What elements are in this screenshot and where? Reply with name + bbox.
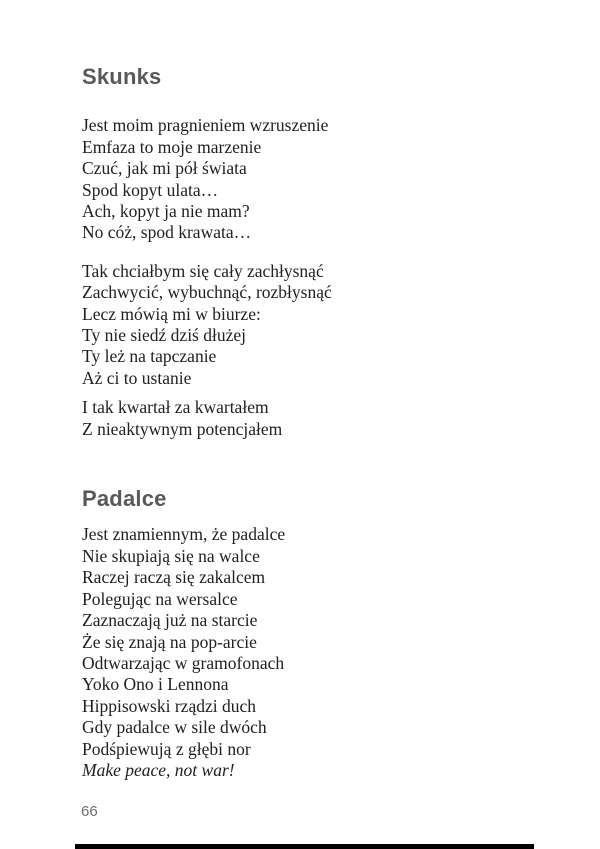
page-number: 66	[81, 803, 98, 820]
page-content	[82, 64, 552, 781]
poem-line: Jest znamiennym, że padalce	[82, 524, 286, 545]
poem-line: Ach, kopyt ja nie mam?	[82, 201, 250, 222]
poem-title: Skunks	[82, 64, 162, 89]
poem-line: Tak chciałbym się cały zachłysnąć	[82, 260, 324, 281]
poem-line: No cóż, spod krawata…	[82, 222, 252, 243]
poem-line: I tak kwartał za kwartałem	[82, 397, 269, 418]
poem-line: Emfaza to moje marzenie	[82, 136, 262, 157]
poem-line: Ty nie siedź dziś dłużej	[82, 325, 247, 346]
poem-line: Zachwycić, wybuchnąć, rozbłysnąć	[82, 282, 332, 303]
stanza	[82, 524, 552, 781]
stanza	[82, 261, 552, 389]
poem-line: Hippisowski rządzi duch	[82, 695, 256, 716]
poem-title: Padalce	[82, 486, 167, 512]
poem-line: Lecz mówią mi w biurze:	[82, 303, 261, 324]
poem-line: Zaznaczają już na starcie	[82, 610, 258, 631]
poem-line: Odtwarzając w gramofonach	[82, 652, 285, 673]
poem-line: Czuć, jak mi pół świata	[82, 158, 247, 179]
poem-line: Jest moim pragnieniem wzruszenie	[82, 115, 329, 136]
poem-skunks	[82, 64, 552, 440]
poem-padalce	[82, 486, 552, 781]
footer-bar	[75, 844, 534, 849]
poem-line: Ty leż na tapczanie	[82, 346, 217, 367]
stanza	[82, 397, 552, 440]
poem-line: Yoko Ono i Lennona	[82, 674, 229, 695]
poem-line: Polegując na wersalce	[82, 588, 238, 609]
poem-line: Spod kopyt ulata…	[82, 179, 219, 200]
poem-line: Że się znają na pop-arcie	[82, 631, 257, 652]
poem-line-italic: Make peace, not war!	[82, 759, 235, 780]
poem-line: Z nieaktywnym potencjałem	[82, 418, 283, 439]
poem-line: Raczej raczą się zakalcem	[82, 567, 266, 588]
poem-line: Aż ci to ustanie	[82, 367, 192, 388]
poem-line: Gdy padalce w sile dwóch	[82, 717, 267, 738]
poem-line: Podśpiewują z głębi nor	[82, 738, 251, 759]
poem-line: Nie skupiają się na walce	[82, 545, 260, 566]
stanza	[82, 115, 552, 243]
